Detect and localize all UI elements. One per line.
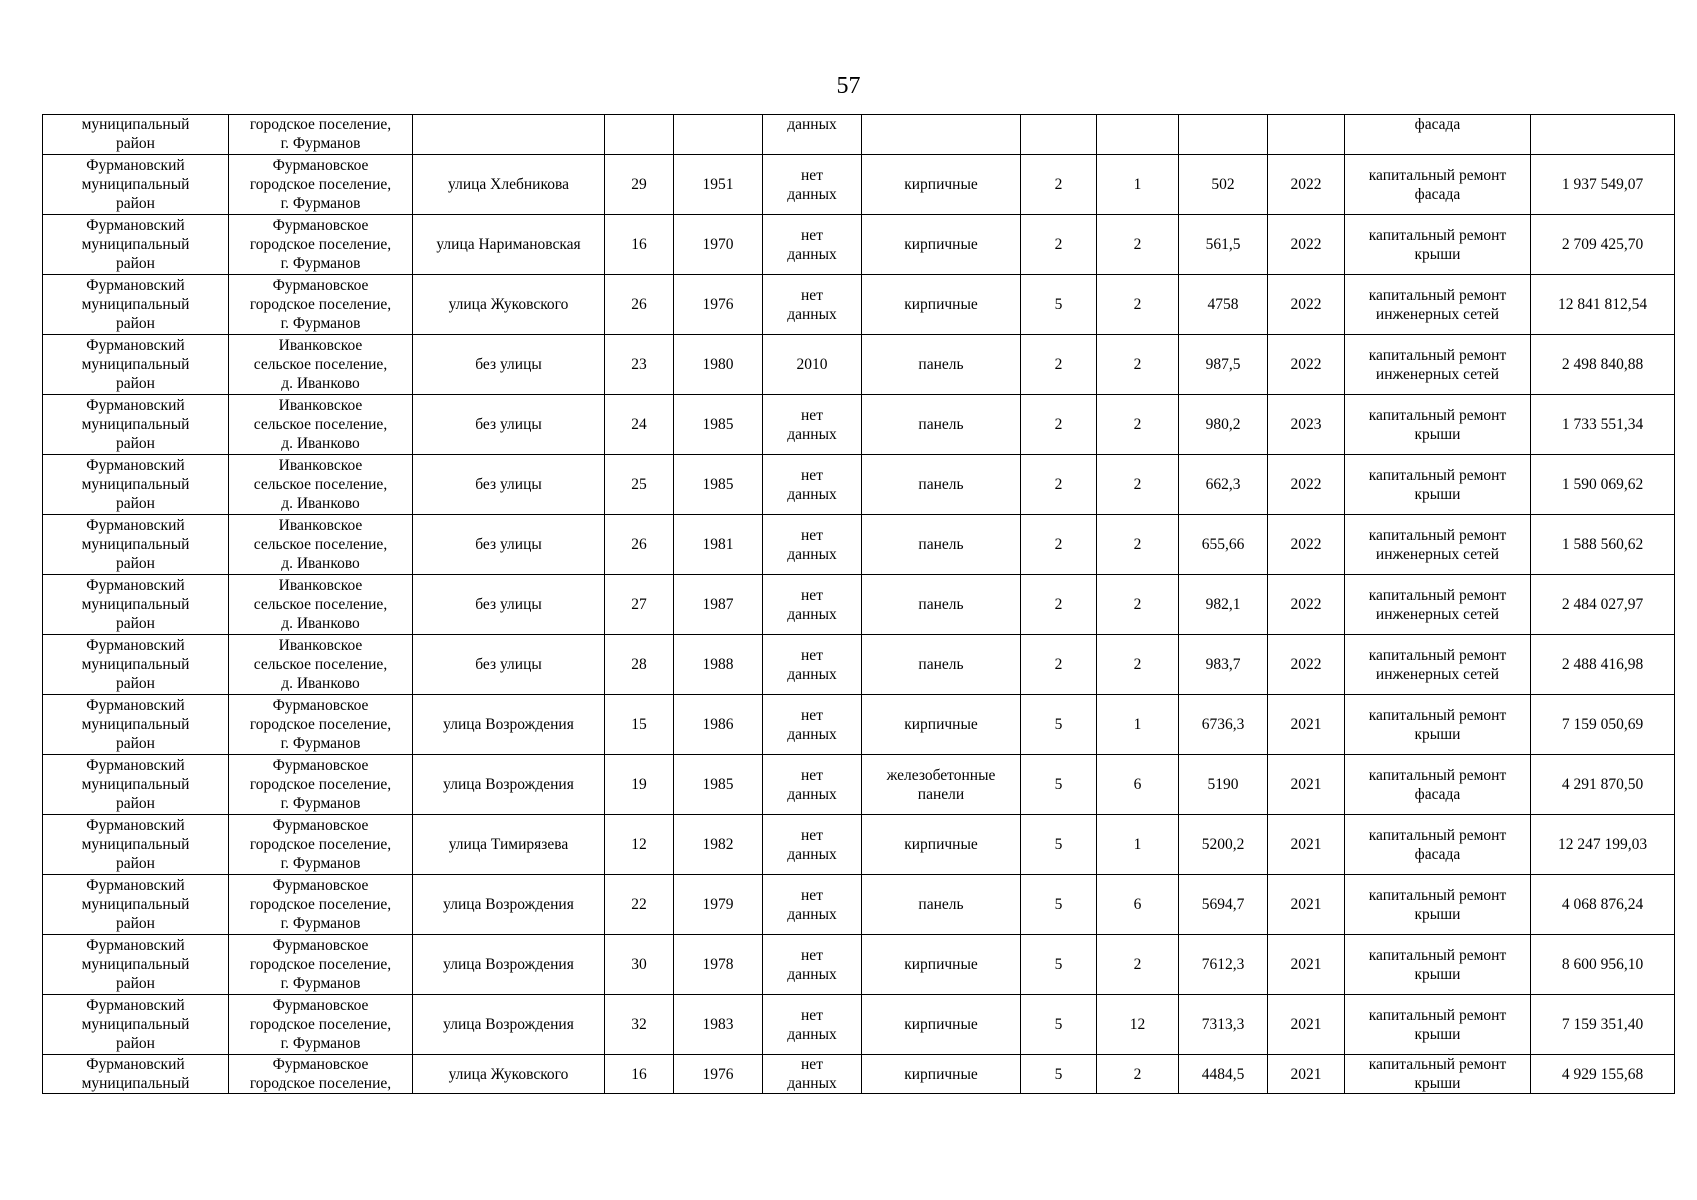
cell-settlement: Фурмановское городское поселение, г. Фурманов — [229, 875, 413, 935]
cell-house: 26 — [605, 275, 674, 335]
cell-entrances: 2 — [1097, 335, 1179, 395]
cell-house: 15 — [605, 695, 674, 755]
cell-settlement: Фурмановское городское поселение, г. Фурманов — [229, 935, 413, 995]
table-row — [43, 575, 1675, 635]
cell-plan-year: 2023 — [1268, 395, 1345, 455]
cell-year-built: 1985 — [674, 755, 763, 815]
cell-house: 32 — [605, 995, 674, 1055]
cell-cost — [1531, 115, 1675, 155]
cell-district: Фурмановский муниципальный район — [43, 335, 229, 395]
cell-entrances — [1097, 115, 1179, 155]
cell-settlement: Фурмановское городское поселение, г. Фурманов — [229, 155, 413, 215]
cell-work-type: капитальный ремонт крыши — [1345, 695, 1531, 755]
cell-work-type: капитальный ремонт крыши — [1345, 935, 1531, 995]
cell-floors: 5 — [1021, 935, 1097, 995]
cell-entrances: 2 — [1097, 515, 1179, 575]
cell-wall-material: панель — [862, 335, 1021, 395]
cell-plan-year: 2022 — [1268, 575, 1345, 635]
cell-cost: 12 247 199,03 — [1531, 815, 1675, 875]
cell-district: Фурмановский муниципальный район — [43, 575, 229, 635]
cell-street: улица Возрождения — [413, 695, 605, 755]
table-row — [43, 875, 1675, 935]
cell-district: Фурмановский муниципальный район — [43, 215, 229, 275]
cell-cost: 1 590 069,62 — [1531, 455, 1675, 515]
cell-floors — [1021, 115, 1097, 155]
cell-year-renovation: нет данных — [763, 455, 862, 515]
cell-work-type: капитальный ремонт инженерных сетей — [1345, 635, 1531, 695]
cell-district: Фурмановский муниципальный район — [43, 455, 229, 515]
cell-area: 655,66 — [1179, 515, 1268, 575]
cell-plan-year: 2021 — [1268, 935, 1345, 995]
cell-street: без улицы — [413, 515, 605, 575]
cell-house: 26 — [605, 515, 674, 575]
cell-plan-year — [1268, 115, 1345, 155]
cell-area: 4758 — [1179, 275, 1268, 335]
cell-entrances: 2 — [1097, 575, 1179, 635]
cell-floors: 5 — [1021, 875, 1097, 935]
cell-work-type: капитальный ремонт крыши — [1345, 455, 1531, 515]
table-row — [43, 275, 1675, 335]
cell-work-type: капитальный ремонт крыши — [1345, 1055, 1531, 1094]
cell-year-built: 1986 — [674, 695, 763, 755]
cell-wall-material: кирпичные — [862, 1055, 1021, 1094]
cell-area: 5694,7 — [1179, 875, 1268, 935]
cell-year-built: 1951 — [674, 155, 763, 215]
cell-area: 5200,2 — [1179, 815, 1268, 875]
cell-entrances: 2 — [1097, 635, 1179, 695]
cell-settlement: Фурмановское городское поселение, г. Фурманов — [229, 695, 413, 755]
cell-cost: 12 841 812,54 — [1531, 275, 1675, 335]
cell-work-type: фасада — [1345, 115, 1531, 155]
cell-district: Фурмановский муниципальный район — [43, 755, 229, 815]
cell-wall-material: кирпичные — [862, 215, 1021, 275]
cell-house: 22 — [605, 875, 674, 935]
cell-year-built: 1979 — [674, 875, 763, 935]
cell-house: 19 — [605, 755, 674, 815]
cell-year-built: 1985 — [674, 455, 763, 515]
cell-wall-material: панель — [862, 575, 1021, 635]
cell-street: без улицы — [413, 635, 605, 695]
cell-area: 987,5 — [1179, 335, 1268, 395]
cell-plan-year: 2021 — [1268, 995, 1345, 1055]
cell-entrances: 6 — [1097, 755, 1179, 815]
cell-year-renovation: нет данных — [763, 1055, 862, 1094]
cell-wall-material: панель — [862, 455, 1021, 515]
cell-district: Фурмановский муниципальный район — [43, 995, 229, 1055]
cell-settlement: Фурмановское городское поселение, — [229, 1055, 413, 1094]
cell-floors: 2 — [1021, 455, 1097, 515]
cell-year-built: 1976 — [674, 1055, 763, 1094]
cell-floors: 5 — [1021, 815, 1097, 875]
cell-wall-material: железобетонные панели — [862, 755, 1021, 815]
cell-year-renovation: нет данных — [763, 995, 862, 1055]
cell-settlement: Фурмановское городское поселение, г. Фурманов — [229, 275, 413, 335]
cell-cost: 2 498 840,88 — [1531, 335, 1675, 395]
cell-plan-year: 2021 — [1268, 815, 1345, 875]
cell-year-built: 1983 — [674, 995, 763, 1055]
cell-area — [1179, 115, 1268, 155]
cell-area: 983,7 — [1179, 635, 1268, 695]
cell-settlement: Фурмановское городское поселение, г. Фурманов — [229, 815, 413, 875]
cell-street: улица Возрождения — [413, 875, 605, 935]
cell-cost: 1 937 549,07 — [1531, 155, 1675, 215]
cell-plan-year: 2022 — [1268, 635, 1345, 695]
cell-street: улица Наримановская — [413, 215, 605, 275]
cell-plan-year: 2021 — [1268, 875, 1345, 935]
cell-entrances: 1 — [1097, 815, 1179, 875]
cell-year-built: 1978 — [674, 935, 763, 995]
cell-year-renovation: нет данных — [763, 875, 862, 935]
table-row — [43, 935, 1675, 995]
cell-district: Фурмановский муниципальный район — [43, 695, 229, 755]
cell-area: 4484,5 — [1179, 1055, 1268, 1094]
cell-settlement: Иванковское сельское поселение, д. Иванково — [229, 575, 413, 635]
cell-work-type: капитальный ремонт крыши — [1345, 875, 1531, 935]
cell-cost: 1 733 551,34 — [1531, 395, 1675, 455]
cell-entrances: 6 — [1097, 875, 1179, 935]
cell-year-built: 1987 — [674, 575, 763, 635]
cell-year-renovation: нет данных — [763, 935, 862, 995]
cell-area: 7612,3 — [1179, 935, 1268, 995]
cell-year-built: 1988 — [674, 635, 763, 695]
cell-floors: 5 — [1021, 995, 1097, 1055]
cell-wall-material: панель — [862, 635, 1021, 695]
cell-year-built: 1985 — [674, 395, 763, 455]
cell-year-renovation: нет данных — [763, 395, 862, 455]
cell-district: Фурмановский муниципальный район — [43, 635, 229, 695]
cell-plan-year: 2022 — [1268, 155, 1345, 215]
table-row-partial — [43, 1055, 1675, 1094]
cell-house: 24 — [605, 395, 674, 455]
cell-year-built: 1981 — [674, 515, 763, 575]
cell-cost: 2 488 416,98 — [1531, 635, 1675, 695]
cell-district: Фурмановский муниципальный район — [43, 155, 229, 215]
cell-work-type: капитальный ремонт инженерных сетей — [1345, 515, 1531, 575]
cell-house: 28 — [605, 635, 674, 695]
cell-year-renovation: нет данных — [763, 155, 862, 215]
cell-entrances: 2 — [1097, 395, 1179, 455]
cell-work-type: капитальный ремонт крыши — [1345, 215, 1531, 275]
cell-house: 29 — [605, 155, 674, 215]
cell-wall-material: кирпичные — [862, 935, 1021, 995]
table-row-continued — [43, 115, 1675, 155]
cell-district: Фурмановский муниципальный район — [43, 515, 229, 575]
cell-settlement: Иванковское сельское поселение, д. Иванково — [229, 335, 413, 395]
table-row — [43, 815, 1675, 875]
cell-plan-year: 2022 — [1268, 515, 1345, 575]
cell-settlement: Фурмановское городское поселение, г. Фурманов — [229, 215, 413, 275]
housing-repair-table — [42, 114, 1675, 1094]
cell-floors: 2 — [1021, 335, 1097, 395]
cell-year-renovation: нет данных — [763, 815, 862, 875]
cell-work-type: капитальный ремонт крыши — [1345, 395, 1531, 455]
cell-street: улица Тимирязева — [413, 815, 605, 875]
cell-district: Фурмановский муниципальный район — [43, 275, 229, 335]
cell-area: 982,1 — [1179, 575, 1268, 635]
cell-plan-year: 2022 — [1268, 455, 1345, 515]
cell-settlement: Иванковское сельское поселение, д. Иванково — [229, 455, 413, 515]
cell-wall-material: панель — [862, 875, 1021, 935]
cell-area: 502 — [1179, 155, 1268, 215]
cell-house: 30 — [605, 935, 674, 995]
cell-house: 27 — [605, 575, 674, 635]
cell-entrances: 1 — [1097, 155, 1179, 215]
cell-street: без улицы — [413, 455, 605, 515]
cell-floors: 5 — [1021, 695, 1097, 755]
cell-street: улица Возрождения — [413, 935, 605, 995]
cell-district: муниципальный район — [43, 115, 229, 155]
cell-plan-year: 2021 — [1268, 1055, 1345, 1094]
cell-area: 7313,3 — [1179, 995, 1268, 1055]
cell-entrances: 2 — [1097, 275, 1179, 335]
cell-year-built: 1982 — [674, 815, 763, 875]
cell-area: 662,3 — [1179, 455, 1268, 515]
table-row — [43, 695, 1675, 755]
cell-cost: 4 068 876,24 — [1531, 875, 1675, 935]
cell-house: 23 — [605, 335, 674, 395]
cell-work-type: капитальный ремонт крыши — [1345, 995, 1531, 1055]
cell-street: без улицы — [413, 395, 605, 455]
cell-year-built — [674, 115, 763, 155]
cell-district: Фурмановский муниципальный район — [43, 395, 229, 455]
cell-house: 16 — [605, 1055, 674, 1094]
cell-year-renovation: 2010 — [763, 335, 862, 395]
cell-street: улица Жуковского — [413, 275, 605, 335]
cell-entrances: 2 — [1097, 935, 1179, 995]
cell-work-type: капитальный ремонт фасада — [1345, 815, 1531, 875]
cell-district: Фурмановский муниципальный район — [43, 875, 229, 935]
cell-year-renovation: нет данных — [763, 215, 862, 275]
cell-cost: 7 159 050,69 — [1531, 695, 1675, 755]
cell-settlement: Фурмановское городское поселение, г. Фурманов — [229, 755, 413, 815]
cell-settlement: Иванковское сельское поселение, д. Иванково — [229, 635, 413, 695]
cell-wall-material: кирпичные — [862, 275, 1021, 335]
table-row — [43, 515, 1675, 575]
cell-wall-material: кирпичные — [862, 995, 1021, 1055]
cell-year-renovation: нет данных — [763, 275, 862, 335]
cell-floors: 2 — [1021, 215, 1097, 275]
page-number: 57 — [836, 73, 861, 99]
cell-year-renovation: нет данных — [763, 695, 862, 755]
cell-entrances: 1 — [1097, 695, 1179, 755]
table-row — [43, 455, 1675, 515]
cell-area: 561,5 — [1179, 215, 1268, 275]
table-row — [43, 335, 1675, 395]
cell-wall-material — [862, 115, 1021, 155]
cell-settlement: городское поселение, г. Фурманов — [229, 115, 413, 155]
cell-settlement: Иванковское сельское поселение, д. Иванково — [229, 395, 413, 455]
table-row — [43, 755, 1675, 815]
cell-plan-year: 2021 — [1268, 695, 1345, 755]
cell-district: Фурмановский муниципальный — [43, 1055, 229, 1094]
cell-year-built: 1976 — [674, 275, 763, 335]
cell-entrances: 12 — [1097, 995, 1179, 1055]
cell-area: 980,2 — [1179, 395, 1268, 455]
cell-district: Фурмановский муниципальный район — [43, 815, 229, 875]
cell-wall-material: кирпичные — [862, 695, 1021, 755]
table-row — [43, 155, 1675, 215]
cell-floors: 2 — [1021, 575, 1097, 635]
table-row — [43, 395, 1675, 455]
cell-year-built: 1970 — [674, 215, 763, 275]
cell-street: улица Жуковского — [413, 1055, 605, 1094]
cell-cost: 7 159 351,40 — [1531, 995, 1675, 1055]
table-row — [43, 995, 1675, 1055]
table-row — [43, 635, 1675, 695]
cell-work-type: капитальный ремонт инженерных сетей — [1345, 335, 1531, 395]
cell-street: без улицы — [413, 575, 605, 635]
cell-plan-year: 2022 — [1268, 275, 1345, 335]
table-body — [43, 115, 1675, 1094]
cell-plan-year: 2021 — [1268, 755, 1345, 815]
cell-wall-material: панель — [862, 395, 1021, 455]
cell-work-type: капитальный ремонт фасада — [1345, 155, 1531, 215]
cell-wall-material: кирпичные — [862, 155, 1021, 215]
cell-wall-material: кирпичные — [862, 815, 1021, 875]
cell-plan-year: 2022 — [1268, 335, 1345, 395]
cell-area: 5190 — [1179, 755, 1268, 815]
cell-street: без улицы — [413, 335, 605, 395]
cell-floors: 5 — [1021, 275, 1097, 335]
cell-floors: 5 — [1021, 1055, 1097, 1094]
cell-entrances: 2 — [1097, 215, 1179, 275]
cell-year-renovation: данных — [763, 115, 862, 155]
cell-settlement: Иванковское сельское поселение, д. Иванково — [229, 515, 413, 575]
cell-year-renovation: нет данных — [763, 635, 862, 695]
cell-wall-material: панель — [862, 515, 1021, 575]
cell-work-type: капитальный ремонт инженерных сетей — [1345, 575, 1531, 635]
cell-floors: 2 — [1021, 635, 1097, 695]
cell-cost: 2 484 027,97 — [1531, 575, 1675, 635]
cell-floors: 2 — [1021, 395, 1097, 455]
cell-floors: 2 — [1021, 155, 1097, 215]
cell-cost: 2 709 425,70 — [1531, 215, 1675, 275]
cell-year-renovation: нет данных — [763, 515, 862, 575]
cell-street — [413, 115, 605, 155]
cell-street: улица Возрождения — [413, 995, 605, 1055]
cell-street: улица Возрождения — [413, 755, 605, 815]
cell-work-type: капитальный ремонт инженерных сетей — [1345, 275, 1531, 335]
cell-cost: 8 600 956,10 — [1531, 935, 1675, 995]
cell-floors: 5 — [1021, 755, 1097, 815]
cell-year-renovation: нет данных — [763, 575, 862, 635]
cell-house: 16 — [605, 215, 674, 275]
cell-plan-year: 2022 — [1268, 215, 1345, 275]
cell-cost: 4 929 155,68 — [1531, 1055, 1675, 1094]
cell-settlement: Фурмановское городское поселение, г. Фурманов — [229, 995, 413, 1055]
cell-work-type: капитальный ремонт фасада — [1345, 755, 1531, 815]
cell-street: улица Хлебникова — [413, 155, 605, 215]
cell-house — [605, 115, 674, 155]
cell-year-renovation: нет данных — [763, 755, 862, 815]
cell-cost: 4 291 870,50 — [1531, 755, 1675, 815]
cell-house: 12 — [605, 815, 674, 875]
cell-area: 6736,3 — [1179, 695, 1268, 755]
cell-year-built: 1980 — [674, 335, 763, 395]
cell-entrances: 2 — [1097, 455, 1179, 515]
cell-floors: 2 — [1021, 515, 1097, 575]
table-row — [43, 215, 1675, 275]
cell-entrances: 2 — [1097, 1055, 1179, 1094]
cell-cost: 1 588 560,62 — [1531, 515, 1675, 575]
cell-house: 25 — [605, 455, 674, 515]
cell-district: Фурмановский муниципальный район — [43, 935, 229, 995]
